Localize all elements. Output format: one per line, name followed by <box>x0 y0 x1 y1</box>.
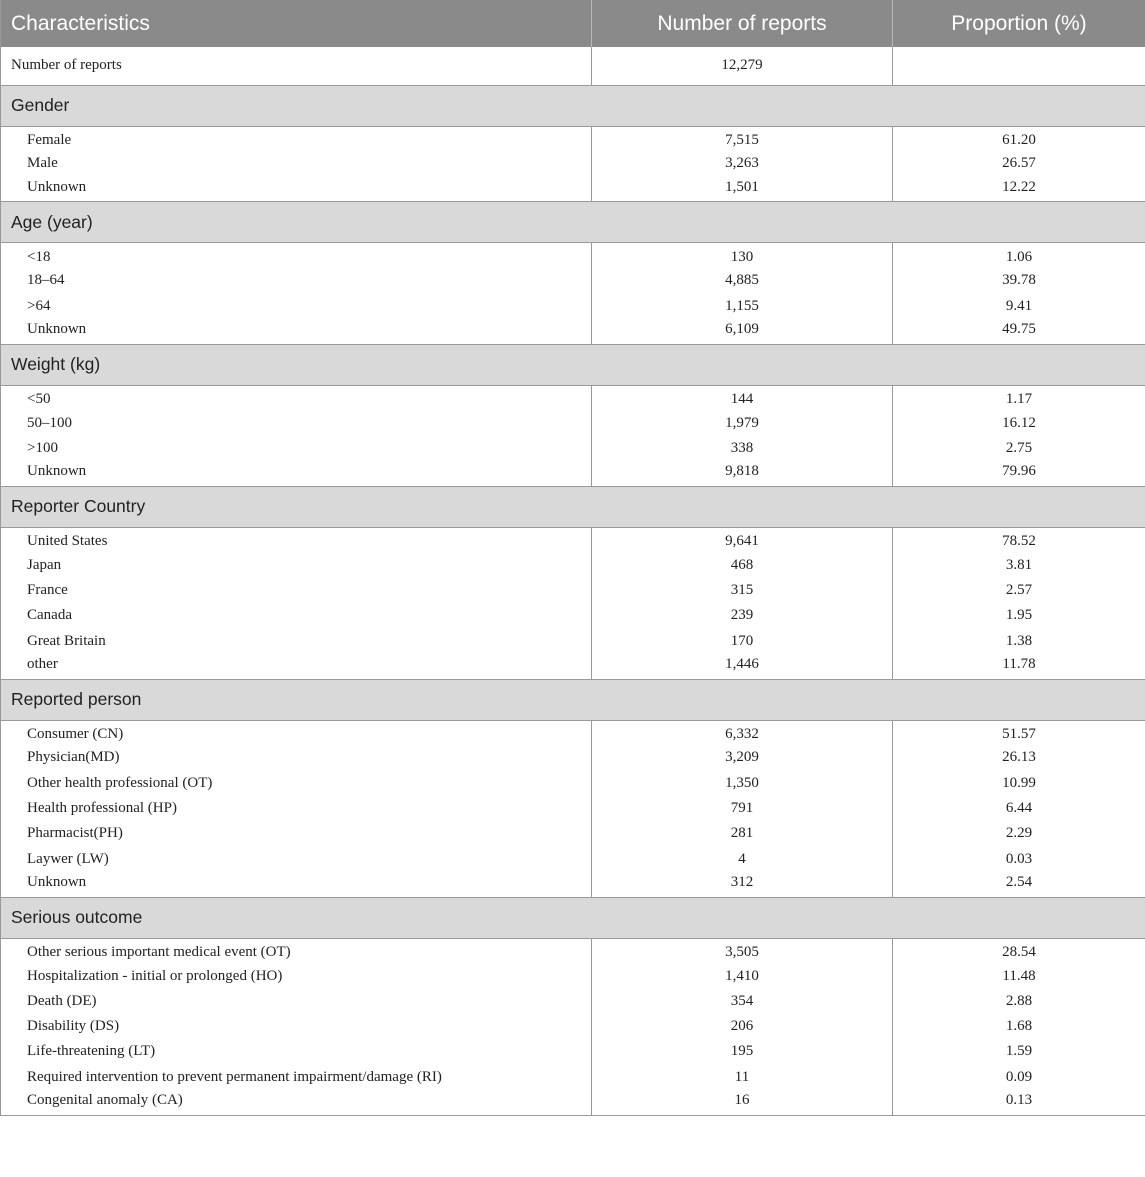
row-proportion: 78.52 <box>893 527 1145 552</box>
row-proportion: 1.17 <box>893 385 1145 410</box>
row-label: Health professional (HP) <box>27 800 177 817</box>
table-row <box>1 938 1145 963</box>
row-label: Male <box>27 155 58 172</box>
table-row <box>1 720 1145 745</box>
row-proportion: 2.29 <box>893 821 1145 846</box>
row-proportion: 3.81 <box>893 553 1145 578</box>
row-number: 354 <box>592 989 893 1014</box>
row-number: 130 <box>592 243 893 268</box>
row-proportion: 16.12 <box>893 410 1145 435</box>
row-label: Disability (DS) <box>27 1018 120 1035</box>
row-proportion: 2.54 <box>893 872 1145 897</box>
row-label: Canada <box>27 607 72 624</box>
row-label: Life-threatening (LT) <box>27 1043 156 1060</box>
table-row <box>1 243 1145 268</box>
row-proportion: 0.13 <box>893 1090 1145 1115</box>
header-characteristics: Characteristics <box>1 0 592 47</box>
total-proportion <box>893 47 1145 85</box>
table-row <box>1 963 1145 988</box>
table-header-row <box>1 0 1145 47</box>
table-row <box>1 1039 1145 1064</box>
section-title: Weight (kg) <box>1 344 1145 385</box>
row-proportion: 1.59 <box>893 1039 1145 1064</box>
section-header-row <box>1 202 1145 243</box>
row-label: Hospitalization - initial or prolonged (HO) <box>27 967 283 984</box>
row-proportion: 1.38 <box>893 628 1145 653</box>
row-proportion: 11.48 <box>893 963 1145 988</box>
total-number: 12,279 <box>592 47 893 85</box>
total-label: Number of reports <box>1 47 592 85</box>
row-label: France <box>27 582 68 598</box>
section-header-row <box>1 486 1145 527</box>
row-label: Great Britain <box>27 632 106 649</box>
row-proportion: 2.57 <box>893 578 1145 603</box>
row-number: 3,505 <box>592 938 893 963</box>
row-number: 791 <box>592 796 893 821</box>
row-number: 1,979 <box>592 410 893 435</box>
table-row <box>1 628 1145 653</box>
row-proportion: 61.20 <box>893 126 1145 151</box>
section-title: Gender <box>1 85 1145 126</box>
section-title: Reporter Country <box>1 486 1145 527</box>
row-proportion: 2.88 <box>893 989 1145 1014</box>
section-title: Serious outcome <box>1 897 1145 938</box>
row-label: Physician(MD) <box>27 749 120 766</box>
row-proportion: 10.99 <box>893 771 1145 796</box>
table-row <box>1 268 1145 293</box>
table-row <box>1 151 1145 176</box>
row-number: 7,515 <box>592 126 893 151</box>
row-number: 3,209 <box>592 745 893 770</box>
row-number: 16 <box>592 1090 893 1115</box>
total-row <box>1 47 1145 85</box>
row-proportion: 0.09 <box>893 1065 1145 1090</box>
row-proportion: 11.78 <box>893 654 1145 679</box>
row-number: 468 <box>592 553 893 578</box>
table-row <box>1 578 1145 603</box>
row-label: Consumer (CN) <box>27 725 124 742</box>
row-proportion: 1.95 <box>893 603 1145 628</box>
row-number: 144 <box>592 385 893 410</box>
row-label: Japan <box>27 556 62 573</box>
row-number: 239 <box>592 603 893 628</box>
row-proportion: 2.75 <box>893 436 1145 461</box>
row-number: 1,501 <box>592 177 893 202</box>
table-row <box>1 745 1145 770</box>
section-header-row <box>1 85 1145 126</box>
table-row <box>1 553 1145 578</box>
row-number: 338 <box>592 436 893 461</box>
row-proportion: 28.54 <box>893 938 1145 963</box>
row-label: other <box>1 654 592 679</box>
row-number: 3,263 <box>592 151 893 176</box>
header-number-of-reports: Number of reports <box>592 0 893 47</box>
section-title: Age (year) <box>1 202 1145 243</box>
row-number: 4,885 <box>592 268 893 293</box>
table-row <box>1 319 1145 344</box>
table-row <box>1 872 1145 897</box>
table-row <box>1 177 1145 202</box>
row-proportion: 9.41 <box>893 293 1145 318</box>
row-label: Unknown <box>1 872 592 897</box>
table-row <box>1 821 1145 846</box>
table-body <box>1 47 1145 1115</box>
row-proportion: 12.22 <box>893 177 1145 202</box>
row-number: 1,446 <box>592 654 893 679</box>
table-row <box>1 436 1145 461</box>
row-label: Death (DE) <box>27 992 97 1009</box>
row-number: 1,155 <box>592 293 893 318</box>
row-label: <18 <box>27 248 51 265</box>
table-row <box>1 126 1145 151</box>
table-row <box>1 847 1145 872</box>
section-title: Reported person <box>1 679 1145 720</box>
row-number: 281 <box>592 821 893 846</box>
row-label: Unknown <box>1 461 592 486</box>
table-row <box>1 527 1145 552</box>
row-number: 206 <box>592 1014 893 1039</box>
table-row <box>1 771 1145 796</box>
row-proportion: 39.78 <box>893 268 1145 293</box>
row-proportion: 0.03 <box>893 847 1145 872</box>
section-header-row <box>1 897 1145 938</box>
row-number: 9,641 <box>592 527 893 552</box>
table-row <box>1 1065 1145 1090</box>
table-row <box>1 603 1145 628</box>
row-label: Required intervention to prevent permanent impairment/damage (RI) <box>27 1068 442 1085</box>
row-label: 50–100 <box>27 414 72 431</box>
table-row <box>1 293 1145 318</box>
row-proportion: 26.13 <box>893 745 1145 770</box>
row-number: 6,109 <box>592 319 893 344</box>
table-row <box>1 1014 1145 1039</box>
row-label: United States <box>27 533 108 550</box>
row-proportion: 26.57 <box>893 151 1145 176</box>
header-proportion: Proportion (%) <box>893 0 1145 47</box>
row-label: 18–64 <box>27 272 65 289</box>
row-proportion: 49.75 <box>893 319 1145 344</box>
row-label: Laywer (LW) <box>27 850 109 867</box>
row-proportion: 51.57 <box>893 720 1145 745</box>
table-row <box>1 385 1145 410</box>
row-proportion: 1.68 <box>893 1014 1145 1039</box>
table-row <box>1 410 1145 435</box>
row-proportion: 79.96 <box>893 461 1145 486</box>
row-label: >64 <box>27 297 51 314</box>
row-number: 11 <box>592 1065 893 1090</box>
row-label: Female <box>27 131 72 148</box>
row-label: Unknown <box>1 177 592 202</box>
row-number: 195 <box>592 1039 893 1064</box>
table-row <box>1 989 1145 1014</box>
row-number: 315 <box>592 578 893 603</box>
row-label: Other serious important medical event (OT) <box>27 944 291 961</box>
row-label: Pharmacist(PH) <box>27 825 123 842</box>
section-header-row <box>1 344 1145 385</box>
row-proportion: 6.44 <box>893 796 1145 821</box>
row-number: 170 <box>592 628 893 653</box>
table-row <box>1 461 1145 486</box>
row-number: 6,332 <box>592 720 893 745</box>
row-number: 9,818 <box>592 461 893 486</box>
row-number: 1,350 <box>592 771 893 796</box>
table-row <box>1 796 1145 821</box>
row-number: 4 <box>592 847 893 872</box>
row-number: 1,410 <box>592 963 893 988</box>
table-row <box>1 654 1145 679</box>
row-number: 312 <box>592 872 893 897</box>
section-header-row <box>1 679 1145 720</box>
table-row <box>1 1090 1145 1115</box>
row-label: >100 <box>27 439 58 456</box>
row-proportion: 1.06 <box>893 243 1145 268</box>
row-label: Other health professional (OT) <box>27 774 213 791</box>
row-label: <50 <box>27 390 51 407</box>
row-label: Congenital anomaly (CA) <box>1 1090 592 1115</box>
row-label: Unknown <box>1 319 592 344</box>
